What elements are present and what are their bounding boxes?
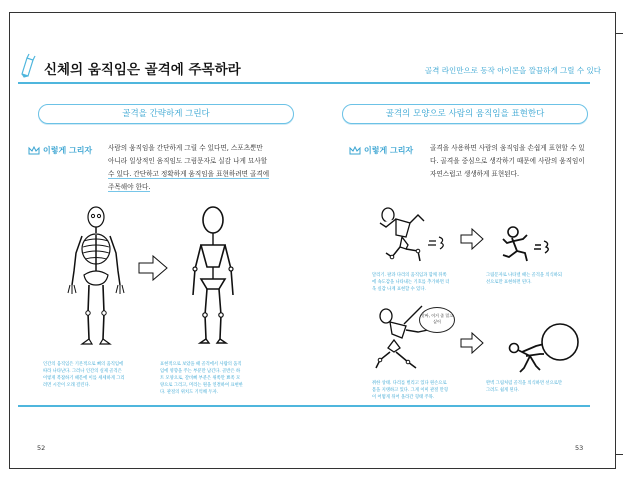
left-body-line: 주목해야 한다. — [108, 183, 151, 191]
footer-rule — [18, 405, 590, 407]
crown-icon — [349, 146, 361, 155]
page-title: 신체의 움직임은 골격에 주목하라 — [44, 62, 241, 78]
running-skeleton-illustration — [372, 205, 452, 267]
right-caption-3: 쥐한 상태. 다리를 벌리고 있다 원손으로 몸을 지탱하고 있다. 그게 이미 관절 만형 이 어떻게 뒤어 올라간 형태 주목. — [372, 381, 448, 400]
speech-bubble-text: 앗싸, 이거 좀 밀고 싶어 — [420, 313, 454, 324]
left-body-line: 아니라 일상적인 움직임도 그림문자로 실감 나게 묘사할 — [108, 157, 268, 165]
left-howto-heading — [28, 145, 92, 156]
right-caption-4: 완벽 그림처럼 골격을 의식하면 선으로만 그려도 쉽게 된다. — [486, 381, 563, 393]
arrow-right-icon — [461, 229, 483, 249]
left-body-line: 사람의 움직임을 간단하게 그릴 수 있다면, 스포츠뿐만 — [108, 144, 263, 152]
left-caption-2: 표현적으로 보았을 때 골격에서 사람의 움직 임에 영향을 주는 부분만 남긴다. 골반은 하 트 모양으로, 갈비뼈 부분은 위쪽만 뾰족 모 양으로 그리고, 머리는 원을 연결하여 표현한 다. 관절의 위치도 기억해 두자. — [160, 362, 243, 395]
left-page-number: 52 — [37, 444, 46, 452]
human-skeleton-illustration — [66, 205, 126, 350]
right-section-pill: 골격의 모양으로 사람의 움직임을 표현한다 — [342, 104, 588, 124]
right-page-number: 53 — [575, 444, 584, 452]
right-caption-2: 그림문자로 나타낼 때는 골격을 의식하되 선으로만 표현하면 된다. — [486, 273, 563, 285]
left-section-pill: 골격을 간략하게 그린다 — [38, 104, 294, 124]
pencil-icon — [18, 52, 40, 78]
left-howto-label: 이렇게 그리자 — [43, 146, 93, 155]
right-caption-1: 달리기. 팔과 다리의 움직임과 함께 뒤쪽 에 속도감을 나타내는 기호를 추가하면 더 욱 실감 나게 표현할 수 있다. — [372, 273, 450, 292]
page-subtitle: 골격 라인만으로 동작 아이콘을 깔끔하게 그릴 수 있다 — [424, 66, 601, 75]
right-howto-label: 이렇게 그리자 — [364, 146, 414, 155]
arrow-right-icon — [139, 256, 167, 280]
arrow-right-icon — [461, 333, 483, 353]
header-rule — [18, 82, 590, 84]
crown-icon — [28, 146, 40, 155]
pushing-stick-figure-icon — [500, 322, 580, 374]
running-stick-figure-icon — [497, 225, 557, 265]
left-body-text — [108, 142, 298, 194]
left-body-line: 수 있다. 간단하고 정확하게 움직임을 표현하려면 골격에 — [108, 170, 270, 178]
simplified-skeleton-illustration — [183, 203, 243, 348]
left-caption-1: 인간의 움직임은 기본적으로 뼈의 움직임에 따라 나타난다. 그러나 인간의 실제 골격은 이렇게 복잡하기 때문에 이를 세세하게 그리 려면 시간이 오래 걸린다. — [43, 362, 125, 388]
right-howto-heading — [349, 145, 413, 156]
right-body-line: 자연스럽고 생생하게 표현된다. — [430, 170, 520, 178]
right-body-line: 골격을 사용하면 사람의 움직임을 손쉽게 표현할 수 있 — [430, 144, 585, 152]
page-edge — [616, 33, 623, 455]
speech-bubble — [419, 307, 455, 333]
right-body-line: 다. 골격을 중심으로 생각하기 때문에 사람의 움직임이 — [430, 157, 585, 165]
right-body-text — [430, 142, 598, 181]
